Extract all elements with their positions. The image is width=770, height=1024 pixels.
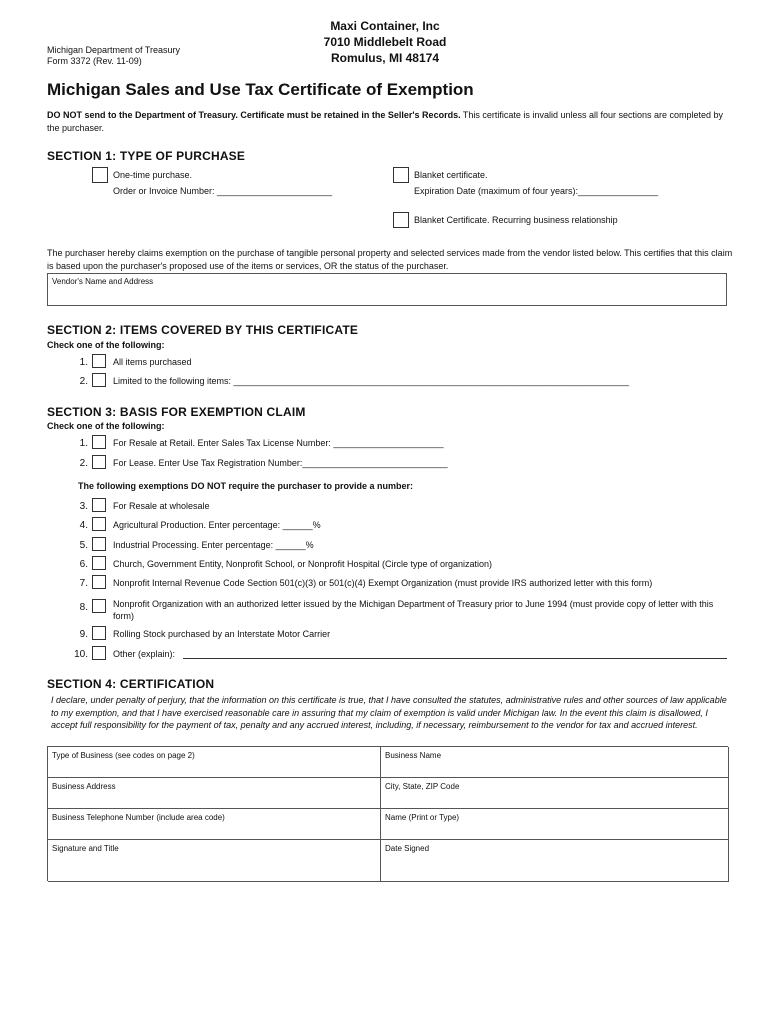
- city-state-zip-label: City, State, ZIP Code: [385, 782, 460, 791]
- vendor-name-address-field[interactable]: [47, 273, 727, 306]
- expiration-date-field[interactable]: Expiration Date (maximum of four years):________________: [414, 186, 659, 196]
- city-state-zip-field[interactable]: [381, 778, 729, 809]
- form-title: Michigan Sales and Use Tax Certificate of Exemption: [47, 80, 474, 99]
- church-government-label: Church, Government Entity, Nonprofit School, or Nonprofit Hospital (Circle type of organization): [113, 559, 493, 569]
- intro-rest: This certificate is invalid unless all four sections are completed by the purchaser.: [47, 110, 724, 133]
- business-type-field[interactable]: [48, 747, 381, 778]
- business-name-field[interactable]: [381, 747, 729, 778]
- form-number: Form 3372 (Rev. 11-09): [47, 56, 142, 66]
- certification-grid: [47, 746, 728, 881]
- industrial-processing-field[interactable]: Industrial Processing. Enter percentage: ______%: [113, 540, 314, 550]
- basis-number: 4.: [79, 520, 88, 531]
- section3-heading: SECTION 3: BASIS FOR EXEMPTION CLAIM: [47, 405, 306, 419]
- rolling-stock-checkbox[interactable]: [92, 626, 106, 640]
- resale-wholesale-label: For Resale at wholesale: [113, 501, 210, 511]
- basis-number: 1.: [79, 438, 88, 449]
- section4-heading: SECTION 4: CERTIFICATION: [47, 677, 215, 691]
- one-time-purchase-checkbox[interactable]: [92, 167, 108, 183]
- business-name-label: Business Name: [385, 751, 442, 760]
- limited-items-field[interactable]: Limited to the following items: _______________________________________________________________________________: [113, 376, 629, 386]
- purchaser-claim-text: The purchaser hereby claims exemption on the purchase of tangible personal property and selected services made from the vendor listed below. This certifies that this claim is based upon the purchaser's proposed use of the items or services, OR the status of the purchaser.: [47, 248, 733, 271]
- department-name: Michigan Department of Treasury: [47, 45, 181, 55]
- name-print-label: Name (Print or Type): [385, 813, 460, 822]
- company-street: 7010 Middlebelt Road: [323, 35, 447, 49]
- church-government-checkbox[interactable]: [92, 556, 106, 570]
- business-telephone-label: Business Telephone Number (include area code): [52, 813, 225, 822]
- basis-number: 2.: [79, 458, 88, 469]
- item-number: 1.: [79, 357, 88, 368]
- order-invoice-number-field[interactable]: Order or Invoice Number: _______________________: [113, 186, 333, 196]
- signature-title-label: Signature and Title: [52, 844, 119, 853]
- business-address-label: Business Address: [52, 782, 116, 791]
- all-items-checkbox[interactable]: [92, 354, 106, 368]
- basis-number: 7.: [79, 578, 88, 589]
- signature-title-field[interactable]: [48, 840, 381, 882]
- other-explain-checkbox[interactable]: [92, 646, 106, 660]
- lease-field[interactable]: For Lease. Enter Use Tax Registration Number:_____________________________: [113, 458, 448, 468]
- business-type-label: Type of Business (see codes on page 2): [52, 751, 195, 760]
- other-explain-field[interactable]: [183, 658, 727, 659]
- item-number: 2.: [79, 376, 88, 387]
- other-explain-label: Other (explain):: [113, 649, 176, 659]
- basis-number: 10.: [74, 649, 88, 660]
- business-address-field[interactable]: [48, 778, 381, 809]
- agricultural-production-checkbox[interactable]: [92, 517, 106, 531]
- certification-declaration: I declare, under penalty of perjury, that the information on this certificate is true, that I have consulted the statutes, administrative rules and other sources of law applicable to my exemption, and that I have exercised reasonable care in assuring that my claim of exemption is valid under Michigan law. In the event this claim is disallowed, I accept full responsibility for the payment of tax, penalty and any accrued interest, including, if necessary, reimbursement to the vendor for tax and accrued interest.: [51, 695, 727, 730]
- intro-text: [47, 109, 737, 135]
- basis-number: 9.: [79, 629, 88, 640]
- resale-retail-field[interactable]: For Resale at Retail. Enter Sales Tax License Number: ______________________: [113, 438, 444, 448]
- section2-heading: SECTION 2: ITEMS COVERED BY THIS CERTIFICATE: [47, 323, 359, 337]
- agricultural-production-field[interactable]: Agricultural Production. Enter percentage: ______%: [113, 520, 321, 530]
- company-name: Maxi Container, Inc: [330, 19, 440, 33]
- all-items-label: All items purchased: [113, 357, 192, 367]
- blanket-certificate-label: Blanket certificate.: [414, 170, 488, 180]
- nonprofit-treasury-letter-label: Nonprofit Organization with an authorized letter issued by the Michigan Department of Treasury prior to June 1994 (must provide copy of letter with this form): [113, 599, 714, 621]
- section2-check-one: Check one of the following:: [47, 340, 165, 350]
- no-number-note: The following exemptions DO NOT require the purchaser to provide a number:: [78, 481, 414, 491]
- basis-number: 5.: [79, 540, 88, 551]
- resale-retail-checkbox[interactable]: [92, 435, 106, 449]
- one-time-purchase-label: One-time purchase.: [113, 170, 193, 180]
- name-print-field[interactable]: [381, 809, 729, 840]
- nonprofit-treasury-letter-checkbox[interactable]: [92, 599, 106, 613]
- lease-checkbox[interactable]: [92, 455, 106, 469]
- date-signed-field[interactable]: [381, 840, 729, 882]
- section3-check-one: Check one of the following:: [47, 421, 165, 431]
- basis-number: 3.: [79, 501, 88, 512]
- blanket-recurring-label: Blanket Certificate. Recurring business relationship: [414, 215, 618, 225]
- blanket-certificate-checkbox[interactable]: [393, 167, 409, 183]
- blanket-recurring-checkbox[interactable]: [393, 212, 409, 228]
- date-signed-label: Date Signed: [385, 844, 430, 853]
- limited-items-checkbox[interactable]: [92, 373, 106, 387]
- nonprofit-501c-checkbox[interactable]: [92, 575, 106, 589]
- industrial-processing-checkbox[interactable]: [92, 537, 106, 551]
- intro-warning: DO NOT send to the Department of Treasury. Certificate must be retained in the Seller's Records.: [47, 110, 461, 120]
- resale-wholesale-checkbox[interactable]: [92, 498, 106, 512]
- company-city: Romulus, MI 48174: [330, 51, 440, 65]
- rolling-stock-label: Rolling Stock purchased by an Interstate Motor Carrier: [113, 629, 331, 639]
- section1-heading: SECTION 1: TYPE OF PURCHASE: [47, 149, 246, 163]
- business-telephone-field[interactable]: [48, 809, 381, 840]
- company-block: [290, 18, 480, 66]
- nonprofit-501c-label: Nonprofit Internal Revenue Code Section 501(c)(3) or 501(c)(4) Exempt Organization (must provide IRS authorized letter with this form): [113, 578, 653, 588]
- vendor-name-address-label: Vendor's Name and Address: [52, 277, 154, 286]
- basis-number: 6.: [79, 559, 88, 570]
- basis-number: 8.: [79, 602, 88, 613]
